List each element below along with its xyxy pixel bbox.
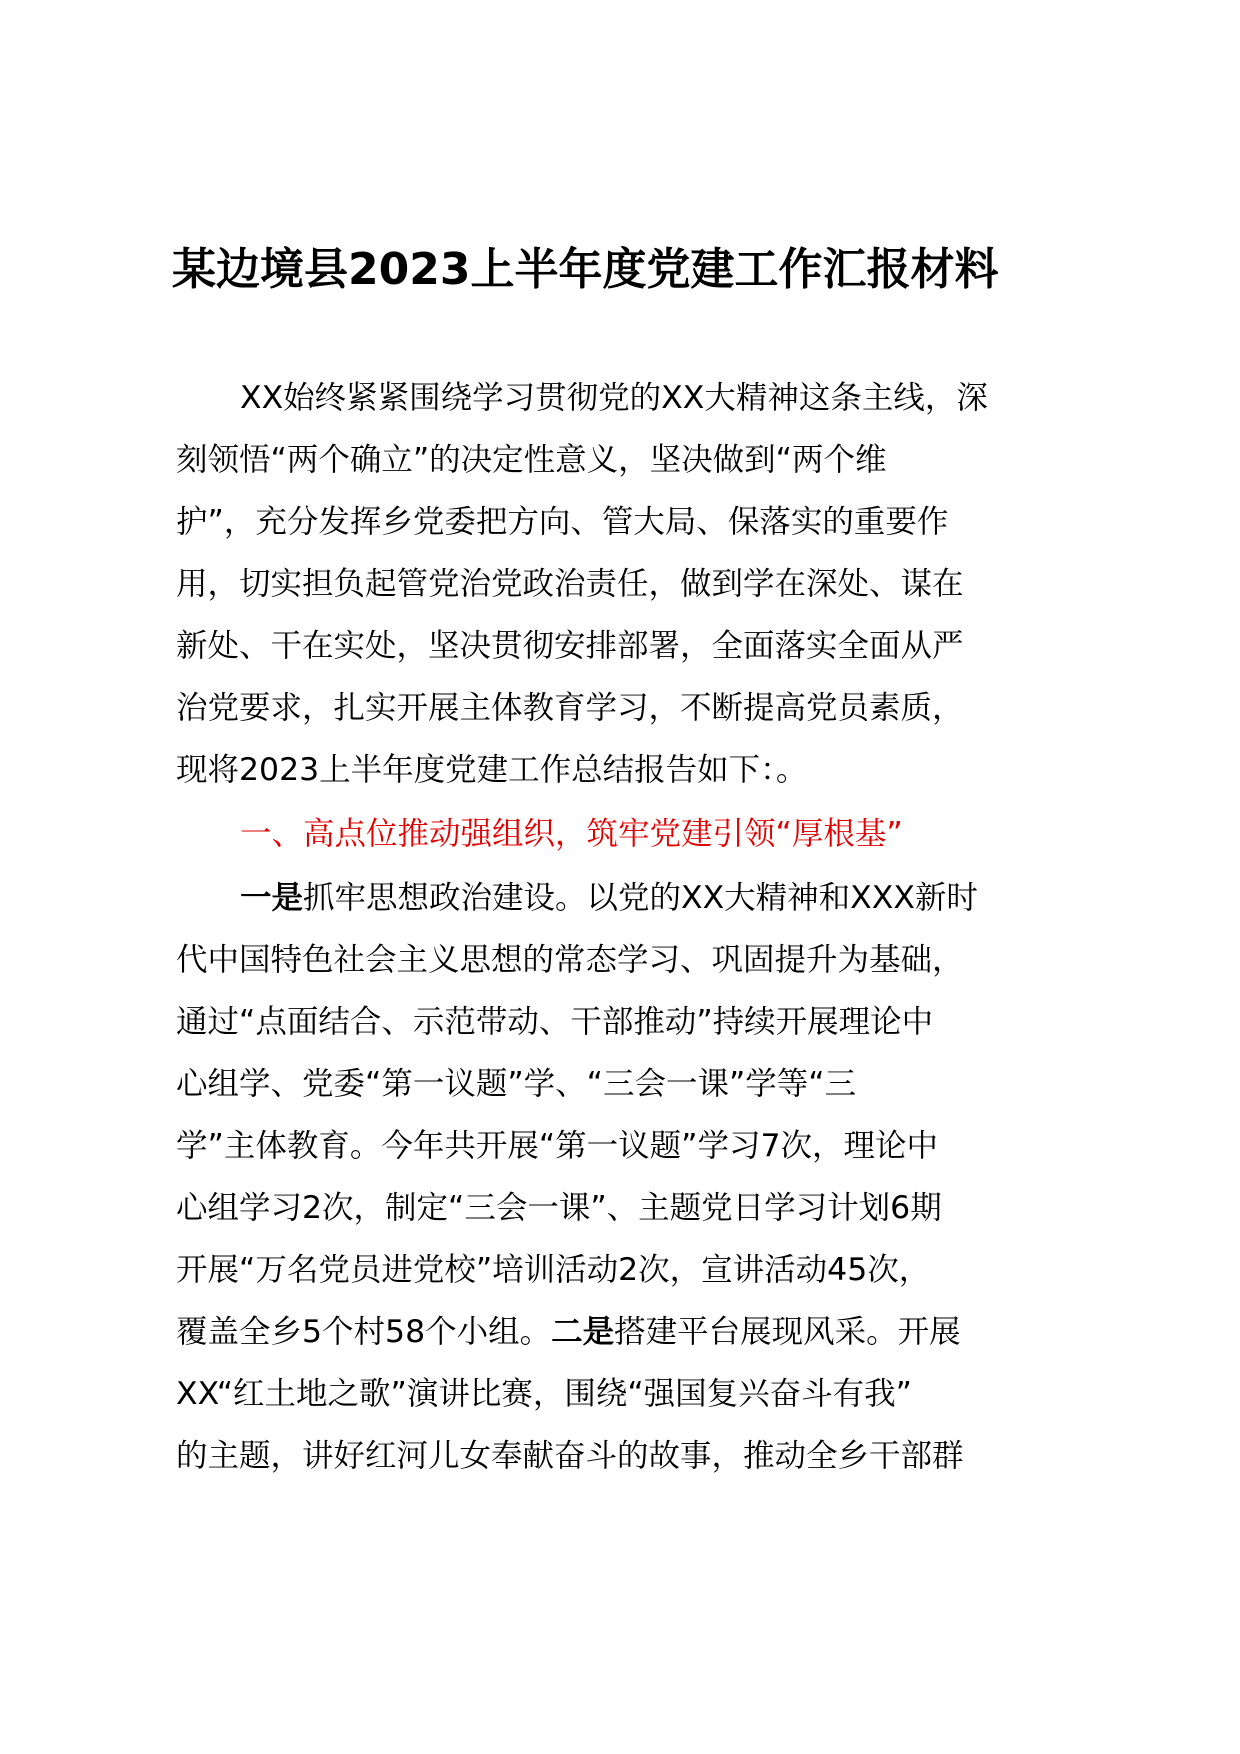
- intro-line-5: 新处、干在实处，坚决贯彻安排部署，全面落实全面从严: [176, 628, 964, 664]
- body-line-1-text: 抓牢思想政治建设。以党的XX大精神和XXX新时: [303, 880, 978, 916]
- body-line-6: 心组学习2次，制定“三会一课”、主题党日学习计划6期: [176, 1190, 942, 1226]
- point-label-2: 二是: [551, 1314, 615, 1350]
- point-label-1: 一是: [240, 880, 304, 916]
- intro-line-3: 护”，充分发挥乡党委把方向、管大局、保落实的重要作: [176, 504, 949, 540]
- section-heading-1: 一、高点位推动强组织，筑牢党建引领“厚根基”: [240, 816, 903, 852]
- body-line-8-text-a: 覆盖全乡5个村58个小组。: [176, 1314, 552, 1350]
- body-line-4: 心组学、党委“第一议题”学、“三会一课”学等“三: [176, 1066, 857, 1102]
- body-line-8: [176, 1310, 961, 1354]
- body-line-9: XX“红土地之歌”演讲比赛，围绕“强国复兴奋斗有我”: [176, 1376, 912, 1412]
- body-line-8-text-b: 搭建平台展现风采。开展: [614, 1314, 961, 1350]
- intro-line-7: 现将2023上半年度党建工作总结报告如下：。: [176, 752, 808, 788]
- body-line-7: 开展“万名党员进党校”培训活动2次，宣讲活动45次，: [176, 1252, 931, 1288]
- body-line-5: 学”主体教育。今年共开展“第一议题”学习7次，理论中: [176, 1128, 939, 1164]
- body-line-3: 通过“点面结合、示范带动、干部推动”持续开展理论中: [176, 1004, 934, 1040]
- intro-line-6: 治党要求，扎实开展主体教育学习，不断提高党员素质，: [176, 690, 964, 726]
- body-line-2: 代中国特色社会主义思想的常态学习、巩固提升为基础，: [176, 942, 964, 978]
- body-line-10: 的主题，讲好红河儿女奉献奋斗的故事，推动全乡干部群: [176, 1438, 964, 1474]
- document-title: 某边境县2023上半年度党建工作汇报材料: [172, 244, 999, 295]
- body-line-1: [240, 876, 978, 920]
- intro-line-1: XX始终紧紧围绕学习贯彻党的XX大精神这条主线，深: [240, 380, 988, 416]
- intro-line-4: 用，切实担负起管党治党政治责任，做到学在深处、谋在: [176, 566, 964, 602]
- intro-line-2: 刻领悟“两个确立”的决定性意义，坚决做到“两个维: [176, 442, 887, 478]
